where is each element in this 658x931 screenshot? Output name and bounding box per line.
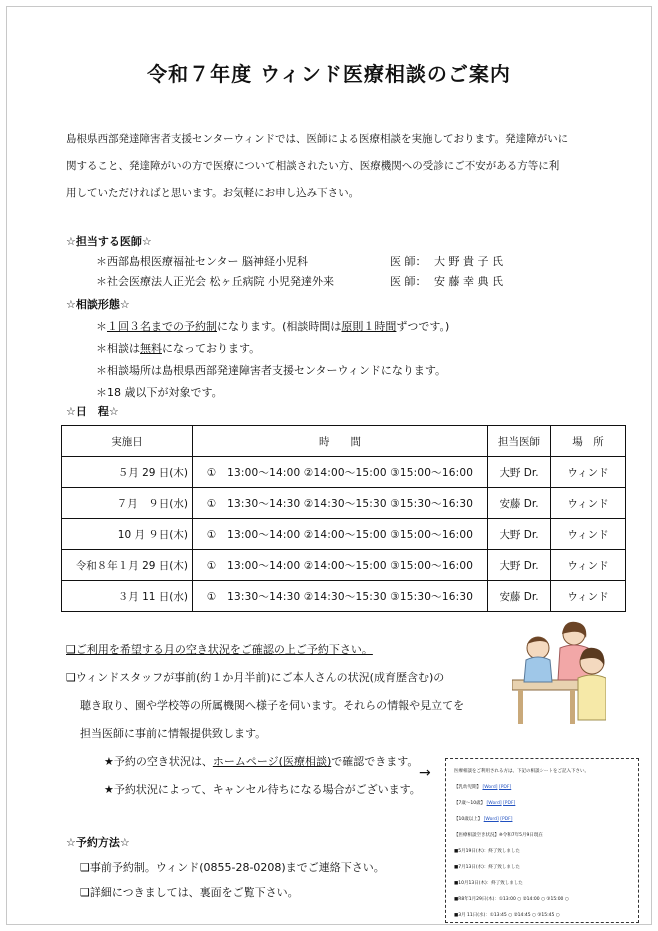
word-link[interactable]: [Word]: [482, 785, 498, 790]
format-text: ずつです。): [396, 320, 450, 333]
schedule-time: ① 13:00～14:00 ②14:00～15:00 ③15:00～16:00: [193, 550, 488, 581]
schedule-date: ５月 29 日(木): [62, 457, 193, 488]
arrow-right-icon: →: [419, 765, 431, 781]
booking-line: ❑詳細につきましては、裏面をご覧下さい。: [80, 886, 299, 899]
format-text: ＊相談は: [96, 342, 140, 355]
schedule-doctor: 大野 Dr.: [488, 550, 551, 581]
table-row: [62, 519, 626, 550]
schedule-time: ① 13:00～14:00 ②14:00～15:00 ③15:00～16:00: [193, 519, 488, 550]
schedule-place: ウィンド: [551, 519, 626, 550]
intro-line: 島根県西部発達障害者支援センターウィンドでは、医師による医療相談を実施しております。発達障がいに: [66, 133, 569, 145]
word-link[interactable]: [Word]: [486, 801, 502, 806]
format-text: になります。(相談時間は: [217, 320, 342, 333]
doctor-org: ＊社会医療法人正光会 松ヶ丘病院 小児発達外来: [96, 275, 334, 288]
booking-section: [66, 830, 446, 905]
schedule-place: ウィンド: [551, 581, 626, 612]
table-row: [62, 457, 626, 488]
format-line: [66, 338, 606, 360]
schedule-place: ウィンド: [551, 457, 626, 488]
doctor-role: 医 師：: [390, 255, 427, 268]
booking-heading: ☆予約方法☆: [66, 836, 130, 849]
format-underline: １回３名までの予約制: [107, 320, 217, 333]
intro-line: 用していただければと思います。お気軽にお申し込み下さい。: [66, 187, 360, 199]
table-header-row: [62, 426, 626, 457]
schedule-date: 令和８年１月 29 日(木): [62, 550, 193, 581]
screenshot-row: [454, 780, 630, 796]
format-underline: 無料: [140, 342, 162, 355]
word-link[interactable]: [Word]: [483, 817, 499, 822]
note-staff-interview-cont: 担当医師に事前に情報提供致します。: [80, 727, 267, 740]
notes-section: [66, 636, 506, 804]
table-header: 場 所: [551, 426, 626, 457]
schedule-date: 10 月 ９日(木): [62, 519, 193, 550]
schedule-doctor: 大野 Dr.: [488, 519, 551, 550]
note-text: ★予約の空き状況は、: [104, 755, 213, 768]
table-row: [62, 581, 626, 612]
doctor-role: 医 師：: [390, 275, 427, 288]
doctor-row: [66, 252, 606, 272]
pdf-link[interactable]: [PDF]: [498, 785, 512, 790]
schedule-place: ウィンド: [551, 550, 626, 581]
doctor-org: ＊西部島根医療福祉センター 脳神経小児科: [96, 255, 309, 268]
screenshot-status: 【医療相談空き状況】※令和7年5月9日現在: [454, 833, 543, 838]
screenshot-status-item: ■10月13日(木)：終了致しました: [454, 881, 523, 886]
doctor-row: [66, 272, 606, 292]
format-section: [66, 294, 606, 404]
note-text: で確認できます。: [331, 755, 419, 768]
screenshot-label: 【10歳以上】: [454, 817, 483, 822]
intro-line: 関すること、発達障がいの方で医療について相談されたい方、医療機関への受診にご不安がある方等に利: [66, 160, 560, 172]
schedule-place: ウィンド: [551, 488, 626, 519]
format-line: ＊相談場所は島根県西部発達障害者支援センターウィンドになります。: [96, 364, 447, 377]
format-text: ＊: [96, 320, 107, 333]
website-screenshot-box: [445, 758, 639, 923]
format-line: [66, 316, 606, 338]
screenshot-status-item: ■R8年1月29日(木)：①13:00 ○ ②14:00 ○ ③15:00 ○: [454, 897, 569, 902]
schedule-time: ① 13:30～14:30 ②14:30～15:30 ③15:30～16:30: [193, 581, 488, 612]
screenshot-header: 医療相談をご利用される方は、下記の相談シートをご記入下さい。: [454, 769, 589, 774]
screenshot-status-item: ■5月19日(木)：終了致しました: [454, 849, 520, 854]
consultation-illustration-icon: [512, 620, 606, 738]
screenshot-status-item: ■7月13日(水)：終了致しました: [454, 865, 520, 870]
screenshot-label: 【乳幼児期】: [454, 785, 481, 790]
table-header: 実施日: [62, 426, 193, 457]
note-staff-interview: ❑ウィンドスタッフが事前(約１か月半前)にご本人さんの状況(成育歴含む)の: [66, 671, 445, 684]
table-row: [62, 550, 626, 581]
schedule-time: ① 13:00～14:00 ②14:00～15:00 ③15:00～16:00: [193, 457, 488, 488]
schedule-doctor: 安藤 Dr.: [488, 581, 551, 612]
table-header: 担当医師: [488, 426, 551, 457]
note-homepage: [66, 748, 506, 776]
format-heading: ☆相談形態☆: [66, 298, 130, 311]
screenshot-row: [454, 796, 630, 812]
table-header: 時 間: [193, 426, 488, 457]
intro-paragraph: [66, 126, 606, 207]
doctors-section: [66, 232, 606, 292]
schedule-heading: ☆日 程☆: [66, 405, 119, 418]
doctors-heading: ☆担当する医師☆: [66, 235, 152, 248]
schedule-doctor: 安藤 Dr.: [488, 488, 551, 519]
pdf-link[interactable]: [PDF]: [500, 817, 513, 822]
note-cancel-wait: ★予約状況によって、キャンセル待ちになる場合がございます。: [104, 783, 421, 796]
page-title: 令和７年度 ウィンド医療相談のご案内: [147, 62, 511, 86]
screenshot-row: [454, 812, 630, 828]
schedule-date: ７月 ９日(水): [62, 488, 193, 519]
pdf-link[interactable]: [PDF]: [503, 801, 516, 806]
schedule-time: ① 13:30～14:30 ②14:30～15:30 ③15:30～16:30: [193, 488, 488, 519]
note-check-availability: ❑ご利用を希望する月の空き状況をご確認の上ご予約下さい。: [66, 643, 373, 656]
schedule-doctor: 大野 Dr.: [488, 457, 551, 488]
note-staff-interview-cont: 聴き取り、園や学校等の所属機関へ様子を伺います。それらの情報や見立てを: [80, 699, 465, 712]
doctor-name: 大 野 貴 子 氏: [434, 255, 503, 268]
homepage-link[interactable]: ホームページ(医療相談): [212, 755, 332, 768]
screenshot-label: 【7歳～10歳】: [454, 801, 486, 806]
schedule-date: ３月 11 日(水): [62, 581, 193, 612]
format-line: ＊18 歳以下が対象です。: [96, 386, 223, 399]
format-text: になっております。: [162, 342, 261, 355]
doctor-name: 安 藤 幸 典 氏: [434, 275, 503, 288]
table-row: [62, 488, 626, 519]
format-underline: 原則１時間: [341, 320, 397, 333]
screenshot-status-item: ■3月 11日(水)：①13:45 ○ ②14:45 ○ ③15:45 ○: [454, 913, 560, 918]
booking-line: ❑事前予約制。ウィンド(0855-28-0208)までご連絡下さい。: [80, 861, 385, 874]
schedule-table: [61, 425, 626, 612]
